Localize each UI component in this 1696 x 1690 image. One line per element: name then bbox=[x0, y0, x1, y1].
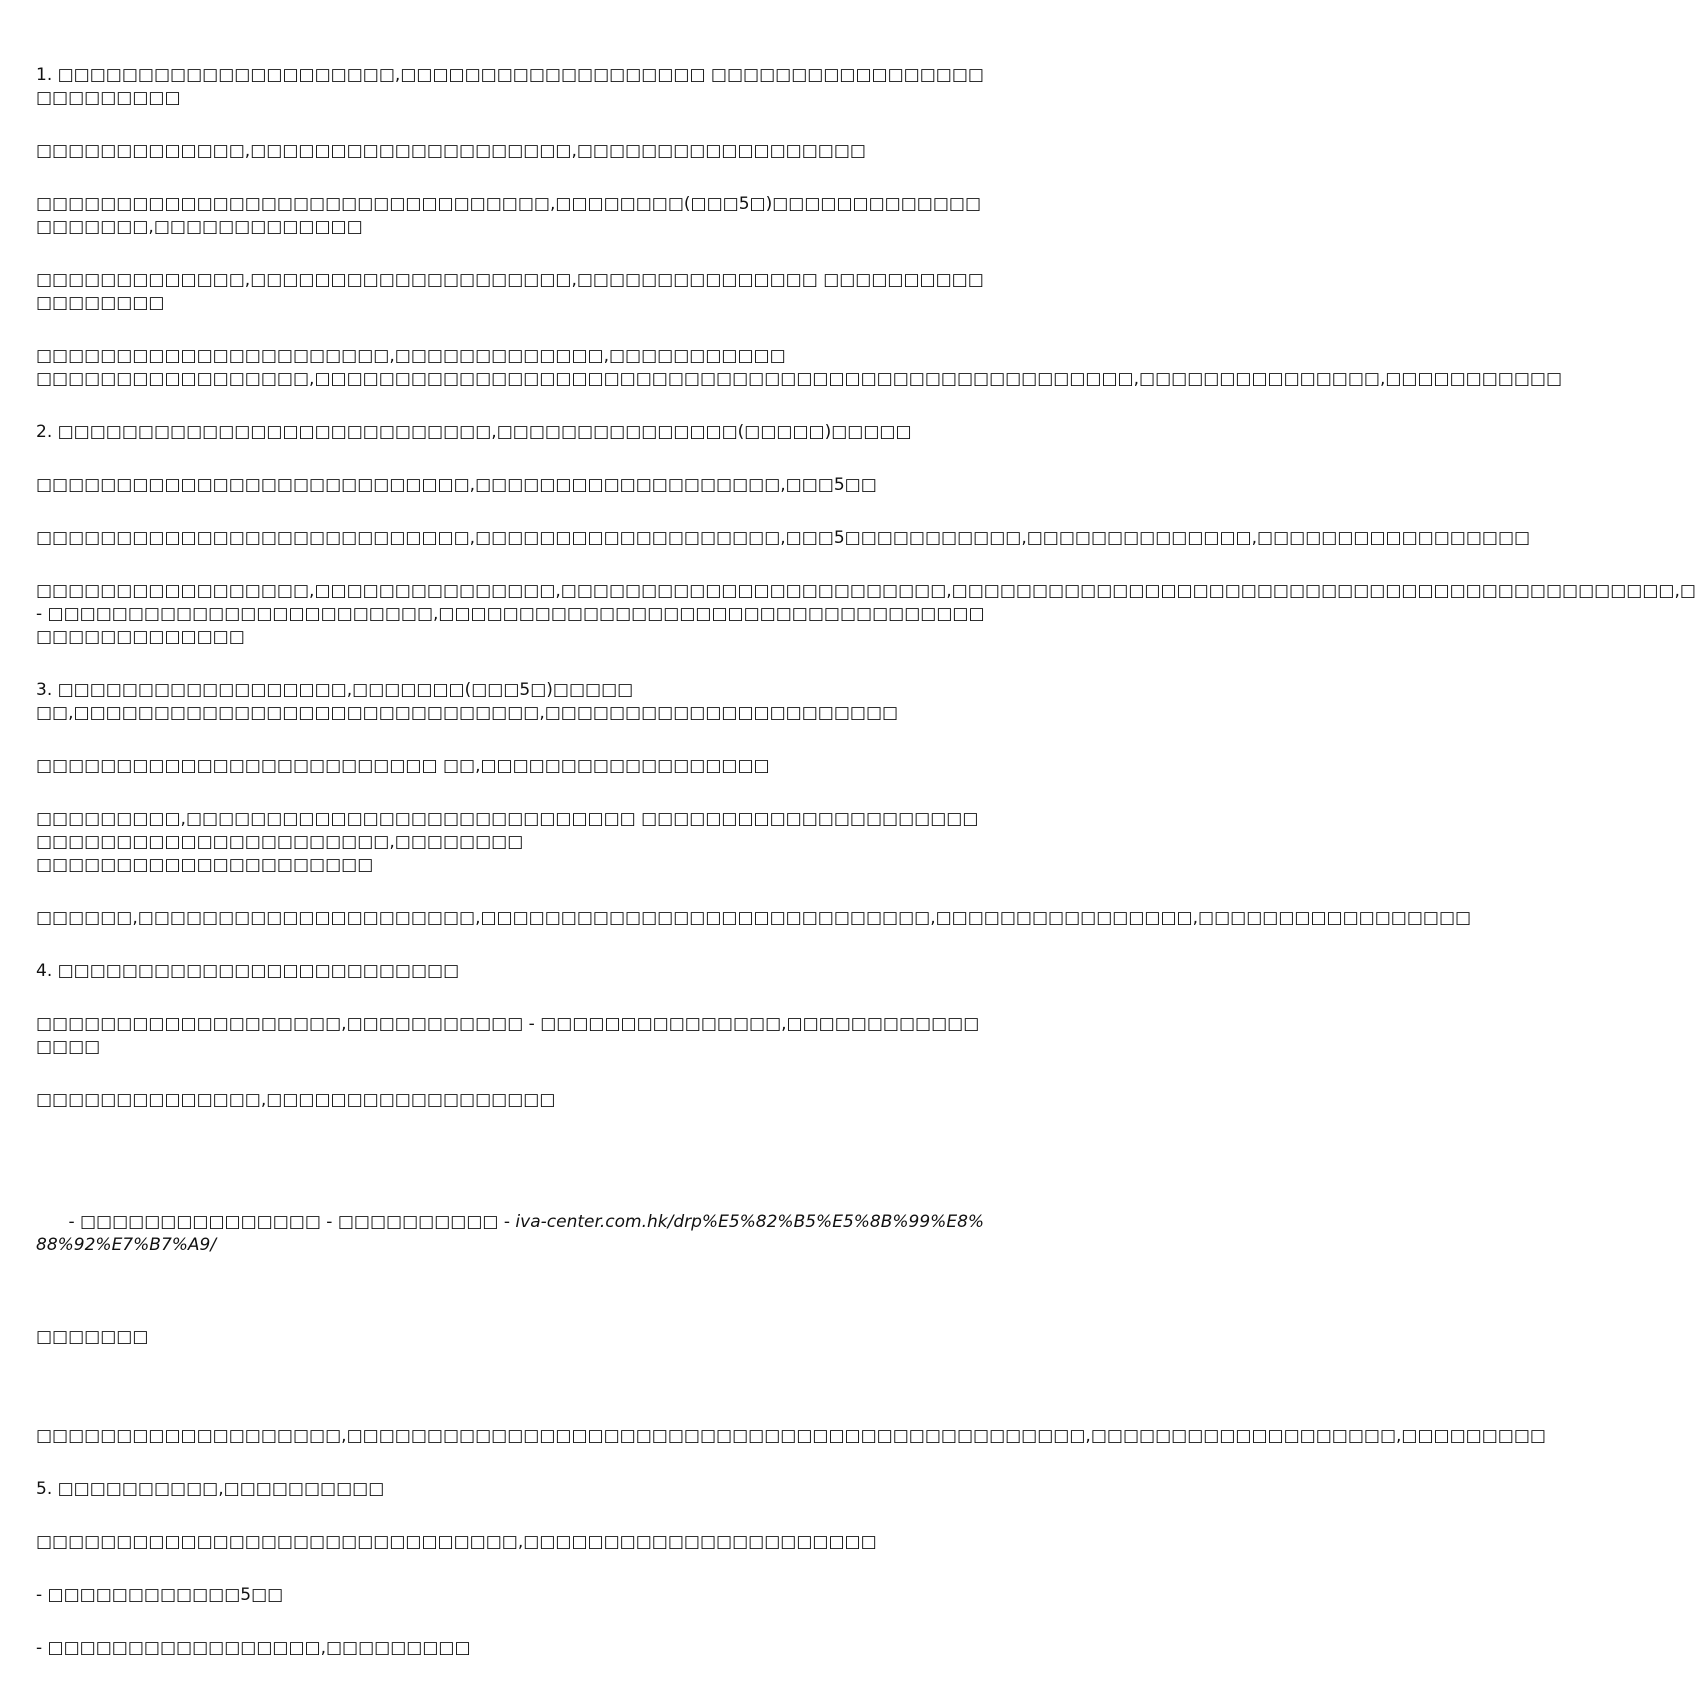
link-paragraph bbox=[36, 1142, 990, 1395]
paragraph-line: □□□□□□□□□□□□□□□□□,□□□□□□□□□□□□□□□□□□□□□□□□□□□□□□□□□□□□□□□□□□□□□□□□□□□,□□□□□□□□□□□□□□□,□□□□□□□□□□□ bbox=[36, 369, 1563, 389]
paragraph-line: 2. □□□□□□□□□□□□□□□□□□□□□□□□□□□,□□□□□□□□□□□□□□□(□□□□□)□□□□□ bbox=[36, 422, 912, 442]
paragraph-line: □□□□□□□□□□□□□,□□□□□□□□□□□□□□□□□□□□,□□□□□□□□□□□□□□□ □□□□□□□□□□□□□□□□□□ bbox=[36, 270, 984, 313]
paragraph-line: □□□□□□□□□□□□□□□□□□□□□□□□□□□,□□□□□□□□□□□□□□□□□□□,□□□5□□ bbox=[36, 475, 877, 495]
paragraph-line: □□□□□□□□□□□□□□□□□□□,□□□□□□□□□□□□□□□□□□□□□□□□□□□□□□□□□□□□□□□□□□□□□□,□□□□□□□□□□□□□□□□□□□,□□□□□□□□□ bbox=[36, 1426, 1546, 1446]
document-body-top bbox=[36, 64, 1696, 1112]
paragraph bbox=[36, 1637, 990, 1660]
paragraph-line: 5. □□□□□□□□□□,□□□□□□□□□□ bbox=[36, 1479, 385, 1499]
paragraph-line: □□□□□□□□□□□□□□□□□□□□□□□□□ □□,□□□□□□□□□□□□□□□□□□ bbox=[36, 756, 770, 776]
paragraph bbox=[36, 1584, 990, 1607]
paragraph bbox=[36, 907, 1472, 930]
link-prefix: - □□□□□□□□□□□□□□□ - □□□□□□□□□□ - bbox=[68, 1212, 516, 1232]
paragraph-line: □□□□□□□□□,□□□□□□□□□□□□□□□□□□□□□□□□□□□□ □□□□□□□□□□□□□□□□□□□□□□□□□□□□□□□□□□□□□□□□□□□,□□□□□□□□ bbox=[36, 809, 979, 852]
paragraph-line: - □□□□□□□□□□□□□□□□□,□□□□□□□□□ bbox=[36, 1638, 471, 1658]
paragraph-line: □□□□□□□□□□□□□□□□□□□,□□□□□□□□□□□ - □□□□□□□□□□□□□□□,□□□□□□□□□□□□□□□□ bbox=[36, 1014, 980, 1057]
paragraph bbox=[36, 960, 990, 983]
paragraph-line: □□□□□□□□□□□□□□□□□□□□□□□□□□□□□□,□□□□□□□□□□□□□□□□□□□□□□ bbox=[36, 1532, 877, 1552]
paragraph bbox=[36, 345, 1563, 391]
paragraph bbox=[36, 808, 990, 877]
link-second-line: □□□□□□□ bbox=[36, 1327, 149, 1347]
paragraph bbox=[36, 474, 990, 497]
paragraph bbox=[36, 1425, 1546, 1448]
paragraph bbox=[36, 421, 990, 444]
document-page bbox=[36, 64, 1696, 1690]
paragraph-line: □□□□□□□□□□□□□□□□□□□□□□□□□□□□□□□□,□□□□□□□□(□□□5□)□□□□□□□□□□□□□□□□□□□□,□□□□□□□□□□□□□ bbox=[36, 194, 982, 237]
reference-link[interactable]: iva-center.com.hk/drp%E5%82%B5%E5%8B%99%E8%88%92%E7%B7%A9/ bbox=[36, 1212, 985, 1255]
paragraph bbox=[36, 1089, 990, 1112]
paragraph-line: - □□□□□□□□□□□□5□□ bbox=[36, 1585, 284, 1605]
paragraph-line: - □□□□□□□□□□□□□□□□□□□□□□□□,□□□□□□□□□□□□□□□□□□□□□□□□□□□□□□□□□□□□□□□□□□□□□□□ bbox=[36, 604, 985, 647]
paragraph-line: □□□□□□,□□□□□□□□□□□□□□□□□□□□□,□□□□□□□□□□□□□□□□□□□□□□□□□□□□,□□□□□□□□□□□□□□□□,□□□□□□□□□□□□□□□□□ bbox=[36, 908, 1472, 928]
paragraph-line: □□□□□□□□□□□□□,□□□□□□□□□□□□□□□□□□□□,□□□□□□□□□□□□□□□□□□ bbox=[36, 141, 866, 161]
paragraph bbox=[36, 1478, 990, 1501]
paragraph-line: 1. □□□□□□□□□□□□□□□□□□□□□,□□□□□□□□□□□□□□□□□□□ □□□□□□□□□□□□□□□□□□□□□□□□□□ bbox=[36, 65, 984, 108]
paragraph-line: □□□□□□□□□□□□□□,□□□□□□□□□□□□□□□□□□ bbox=[36, 1090, 556, 1110]
paragraph bbox=[36, 269, 990, 315]
paragraph bbox=[36, 1013, 990, 1059]
paragraph bbox=[36, 527, 1531, 550]
paragraph bbox=[36, 64, 990, 110]
paragraph bbox=[36, 193, 990, 239]
paragraph-line: □□□□□□□□□□□□□□□□□,□□□□□□□□□□□□□□□,□□□□□□□□□□□□□□□□□□□□□□□□,□□□□□□□□□□□□□□□□□□□□□□□□□□□□□□□□□□□□□□□□□□□□□,□ bbox=[36, 581, 1696, 601]
paragraph-line: □□□□□□□□□□□□□□□□□□□□□□,□□□□□□□□□□□□□,□□□□□□□□□□□ bbox=[36, 346, 786, 366]
paragraph bbox=[36, 755, 990, 778]
paragraph bbox=[36, 580, 1696, 649]
paragraph-line: □□□□□□□□□□□□□□□□□□□□□ bbox=[36, 855, 374, 875]
paragraph-line: □□□□□□□□□□□□□□□□□□□□□□□□□□□,□□□□□□□□□□□□□□□□□□□,□□□5□□□□□□□□□□□,□□□□□□□□□□□□□□,□□□□□□□□□□□□□□□□□ bbox=[36, 528, 1531, 548]
paragraph-line: 3. □□□□□□□□□□□□□□□□□□,□□□□□□□(□□□5□)□□□□□ bbox=[36, 680, 634, 700]
paragraph bbox=[36, 140, 990, 163]
paragraph bbox=[36, 679, 990, 725]
paragraph-line: □□,□□□□□□□□□□□□□□□□□□□□□□□□□□□□□,□□□□□□□□□□□□□□□□□□□□□□ bbox=[36, 703, 899, 723]
paragraph-line: 4. □□□□□□□□□□□□□□□□□□□□□□□□□ bbox=[36, 961, 460, 981]
paragraph bbox=[36, 1531, 990, 1554]
document-body-bottom bbox=[36, 1425, 1546, 1660]
